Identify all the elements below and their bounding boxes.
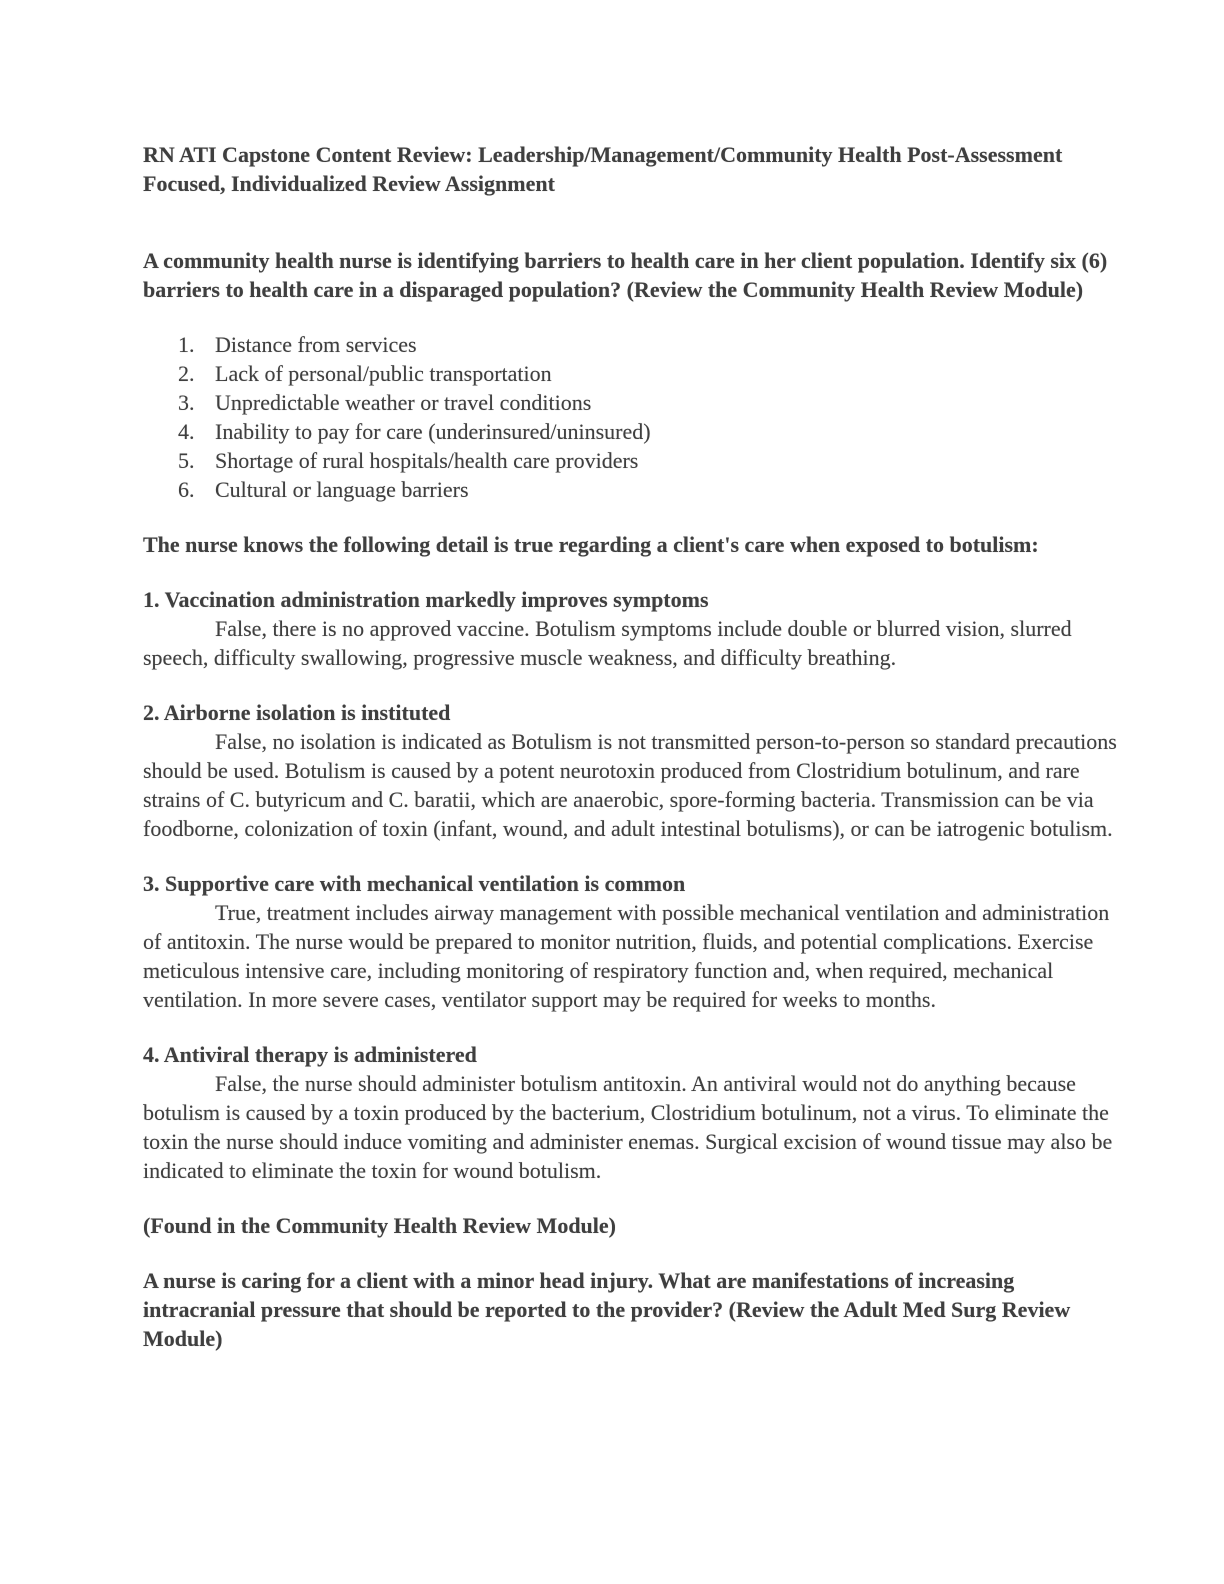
item-text: Shortage of rural hospitals/health care providers [215,448,639,473]
document-title: RN ATI Capstone Content Review: Leadership/Management/Community Health Post-Assessment Focused, Individualized Review Assignment [143,142,1063,196]
item-number: 5. [178,448,195,473]
item-text: Unpredictable weather or travel conditions [215,390,592,415]
point-4-body: False, the nurse should administer botulism antitoxin. An antiviral would not do anything because botulism is caused by a toxin produced by the bacterium, Clostridium botulinum, not a virus. To eliminate the toxin the nurse should induce vomiting and administer enemas. Surgical excision of wound tissue may also be indicated to eliminate the toxin for wound botulism. [143,1071,1113,1183]
list-item [143,417,1124,446]
item-text: Inability to pay for care (underinsured/uninsured) [215,419,651,444]
list-item [143,475,1124,504]
botulism-section-heading: The nurse knows the following detail is true regarding a client's care when exposed to botulism: [143,532,1039,557]
item-text: Distance from services [215,332,417,357]
item-number: 4. [178,419,195,444]
item-text: Lack of personal/public transportation [215,361,552,386]
point-4-heading: 4. Antiviral therapy is administered [143,1042,477,1067]
question-2: A nurse is caring for a client with a minor head injury. What are manifestations of increasing intracranial pressure that should be reported to the provider? (Review the Adult Med Surg Review Module) [143,1268,1071,1351]
item-number: 6. [178,477,195,502]
list-item [143,388,1124,417]
found-note: (Found in the Community Health Review Module) [143,1213,616,1238]
item-number: 2. [178,361,195,386]
barriers-list [143,330,1124,504]
list-item [143,359,1124,388]
point-3-heading: 3. Supportive care with mechanical ventilation is common [143,871,686,896]
question-1: A community health nurse is identifying barriers to health care in her client population. Identify six (6) barriers to health care in a disparaged population? (Review the Community Health Review Module) [143,248,1108,302]
list-item [143,330,1124,359]
item-number: 1. [178,332,195,357]
item-number: 3. [178,390,195,415]
point-1-heading: 1. Vaccination administration markedly improves symptoms [143,587,709,612]
point-1-body: False, there is no approved vaccine. Botulism symptoms include double or blurred vision, slurred speech, difficulty swallowing, progressive muscle weakness, and difficulty breathing. [143,616,1072,670]
list-item [143,446,1124,475]
item-text: Cultural or language barriers [215,477,469,502]
point-3-body: True, treatment includes airway management with possible mechanical ventilation and administration of antitoxin. The nurse would be prepared to monitor nutrition, fluids, and potential complications. Exercise meticulous intensive care, including monitoring of respiratory function and, when required, mechanical ventilation. In more severe cases, ventilator support may be required for weeks to months. [143,900,1110,1012]
point-2-body: False, no isolation is indicated as Botulism is not transmitted person-to-person so standard precautions should be used. Botulism is caused by a potent neurotoxin produced from Clostridium botulinum, and rare strains of C. butyricum and C. baratii, which are anaerobic, spore-forming bacteria. Transmission can be via foodborne, colonization of toxin (infant, wound, and adult intestinal botulisms), or can be iatrogenic botulism. [143,729,1117,841]
point-2-heading: 2. Airborne isolation is instituted [143,700,451,725]
